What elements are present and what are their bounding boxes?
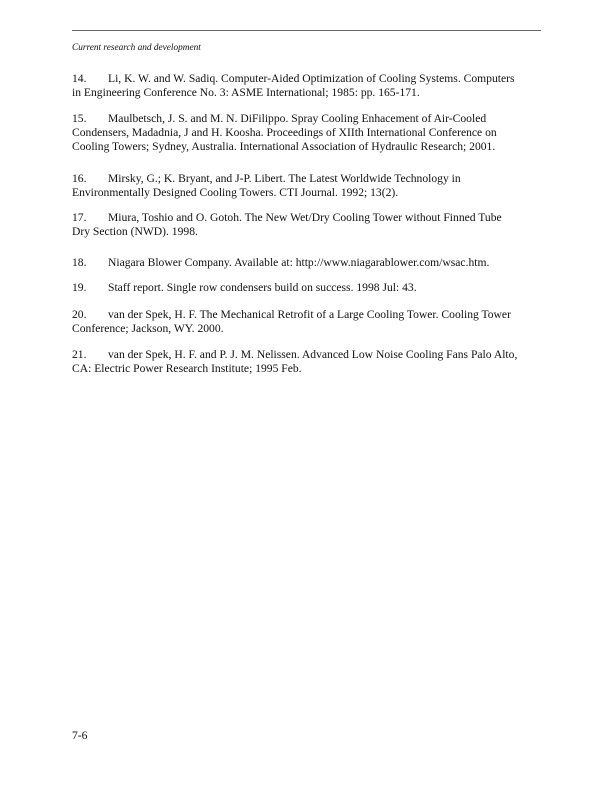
reference-line xyxy=(72,172,542,186)
reference-entry xyxy=(72,281,542,295)
reference-line xyxy=(72,256,542,270)
reference-entry xyxy=(72,172,542,200)
header-rule xyxy=(72,30,541,31)
page-number: 7-6 xyxy=(72,729,88,742)
reference-text: Conference; Jackson, WY. 2000. xyxy=(72,322,224,335)
reference-entry xyxy=(72,256,542,270)
reference-text: in Engineering Conference No. 3: ASME International; 1985: pp. 165-171. xyxy=(72,86,420,99)
reference-number: 14. xyxy=(72,72,87,85)
reference-line xyxy=(72,225,542,239)
reference-text: Maulbetsch, J. S. and M. N. DiFilippo. Spray Cooling Enhacement of Air-Cooled xyxy=(108,112,487,125)
reference-entry xyxy=(72,72,542,100)
reference-entry xyxy=(72,348,542,376)
reference-text: Miura, Toshio and O. Gotoh. The New Wet/Dry Cooling Tower without Finned Tube xyxy=(108,211,502,224)
reference-number: 17. xyxy=(72,211,87,224)
reference-line xyxy=(72,348,542,362)
reference-line xyxy=(72,281,542,295)
reference-text: Li, K. W. and W. Sadiq. Computer-Aided Optimization of Cooling Systems. Computers xyxy=(108,72,515,85)
reference-text: van der Spek, H. F. The Mechanical Retrofit of a Large Cooling Tower. Cooling Tower xyxy=(108,308,511,321)
reference-line xyxy=(72,126,542,140)
reference-line xyxy=(72,86,542,100)
reference-text: Condensers, Madadnia, J and H. Koosha. Proceedings of XIIth International Conference on xyxy=(72,126,497,139)
reference-text: Niagara Blower Company. Available at: http://www.niagarablower.com/wsac.htm. xyxy=(108,256,490,269)
reference-number: 18. xyxy=(72,256,87,269)
reference-line xyxy=(72,112,542,126)
reference-text: Environmentally Designed Cooling Towers. CTI Journal. 1992; 13(2). xyxy=(72,186,399,199)
reference-line xyxy=(72,211,542,225)
reference-line xyxy=(72,308,542,322)
reference-number: 15. xyxy=(72,112,87,125)
reference-line xyxy=(72,362,542,376)
reference-text: Staff report. Single row condensers build on success. 1998 Jul: 43. xyxy=(108,281,417,294)
reference-number: 20. xyxy=(72,308,87,321)
reference-text: CA: Electric Power Research Institute; 1995 Feb. xyxy=(72,362,302,375)
reference-text: Mirsky, G.; K. Bryant, and J-P. Libert. The Latest Worldwide Technology in xyxy=(108,172,461,185)
reference-text: Cooling Towers; Sydney, Australia. International Association of Hydraulic Research; 2001. xyxy=(72,140,496,153)
reference-entry xyxy=(72,211,542,239)
reference-number: 16. xyxy=(72,172,87,185)
reference-text: van der Spek, H. F. and P. J. M. Nelissen. Advanced Low Noise Cooling Fans Palo Alto, xyxy=(108,348,518,361)
reference-text: Dry Section (NWD). 1998. xyxy=(72,225,198,238)
running-header: Current research and development xyxy=(72,43,201,53)
reference-entry xyxy=(72,112,542,154)
reference-number: 19. xyxy=(72,281,87,294)
reference-number: 21. xyxy=(72,348,87,361)
reference-entry xyxy=(72,308,542,336)
reference-line xyxy=(72,322,542,336)
reference-line xyxy=(72,186,542,200)
reference-line xyxy=(72,72,542,86)
reference-line xyxy=(72,140,542,154)
